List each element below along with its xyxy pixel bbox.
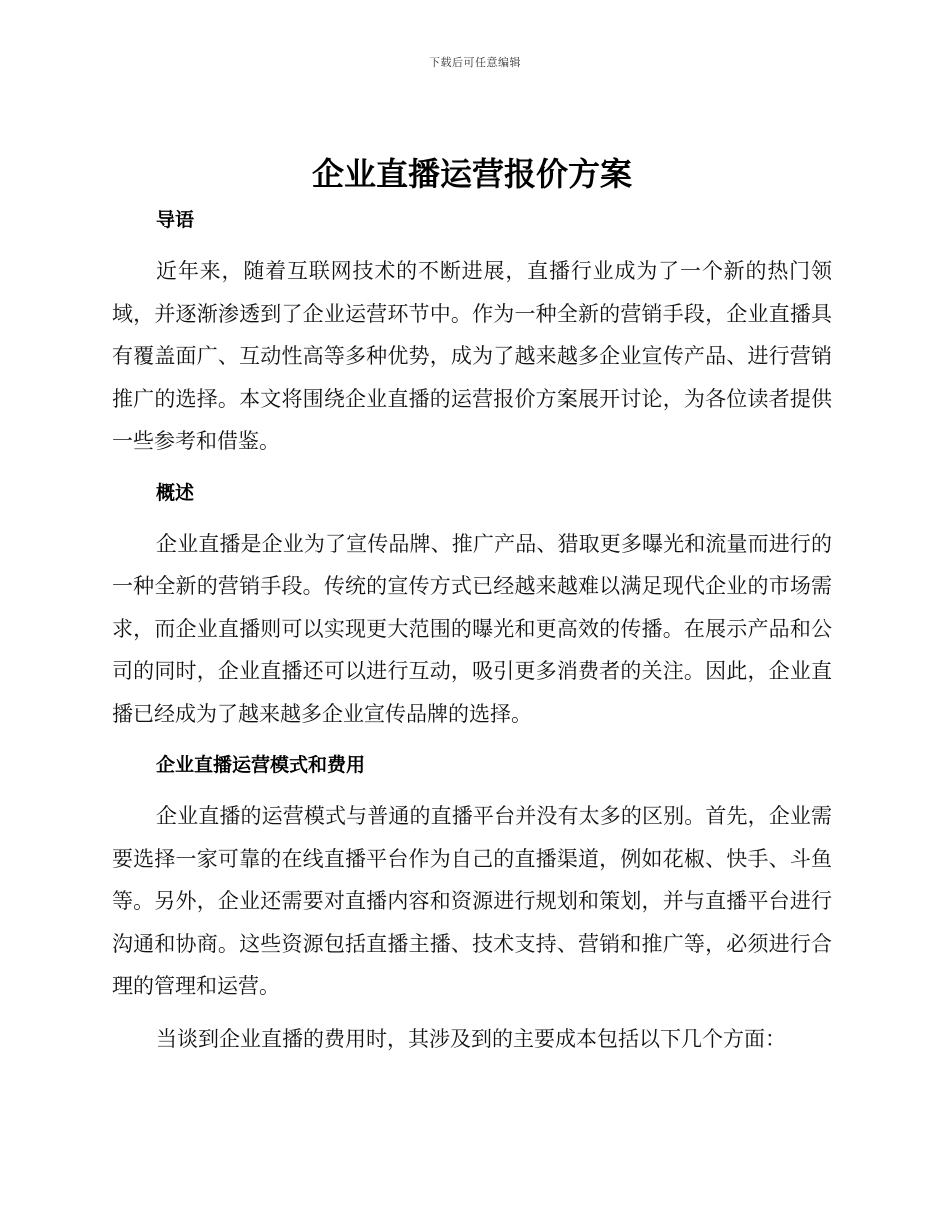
- section-heading-model-and-cost: 企业直播运营模式和费用: [156, 754, 366, 776]
- document-body: [112, 146, 832, 1060]
- section-heading-overview: 概述: [156, 481, 195, 504]
- page-header-note: 下载后可任意编辑: [429, 56, 521, 69]
- document-title: 企业直播运营报价方案: [311, 155, 632, 193]
- paragraph-overview: 企业直播是企业为了宣传品牌、推广产品、猎取更多曝光和流量而进行的一种全新的营销手段。传统的宣传方式已经越来越难以满足现代企业的市场需求，而企业直播则可以实现更大范围的曝光和更高效的传播。在展示产品和公司的同时，企业直播还可以进行互动，吸引更多消费者的关注。因此，企业直播已经成为了越来越多企业宣传品牌的选择。: [112, 531, 832, 726]
- section-heading-intro: 导语: [156, 209, 195, 231]
- paragraph-intro: 近年来，随着互联网技术的不断进展，直播行业成为了一个新的热门领域，并逐渐渗透到了企业运营环节中。作为一种全新的营销手段，企业直播具有覆盖面广、互动性高等多种优势，成为了越来越多企业宣传产品、进行营销推广的选择。本文将围绕企业直播的运营报价方案展开讨论，为各位读者提供一些参考和借鉴。: [112, 259, 832, 453]
- paragraph-model: 企业直播的运营模式与普通的直播平台并没有太多的区别。首先，企业需要选择一家可靠的在线直播平台作为自己的直播渠道，例如花椒、快手、斗鱼等。另外，企业还需要对直播内容和资源进行规划和策划，并与直播平台进行沟通和协商。这些资源包括直播主播、技术支持、营销和推广等，必须进行合理的管理和运营。: [112, 804, 832, 998]
- paragraph-cost-intro: 当谈到企业直播的费用时，其涉及到的主要成本包括以下几个方面：: [156, 1026, 786, 1051]
